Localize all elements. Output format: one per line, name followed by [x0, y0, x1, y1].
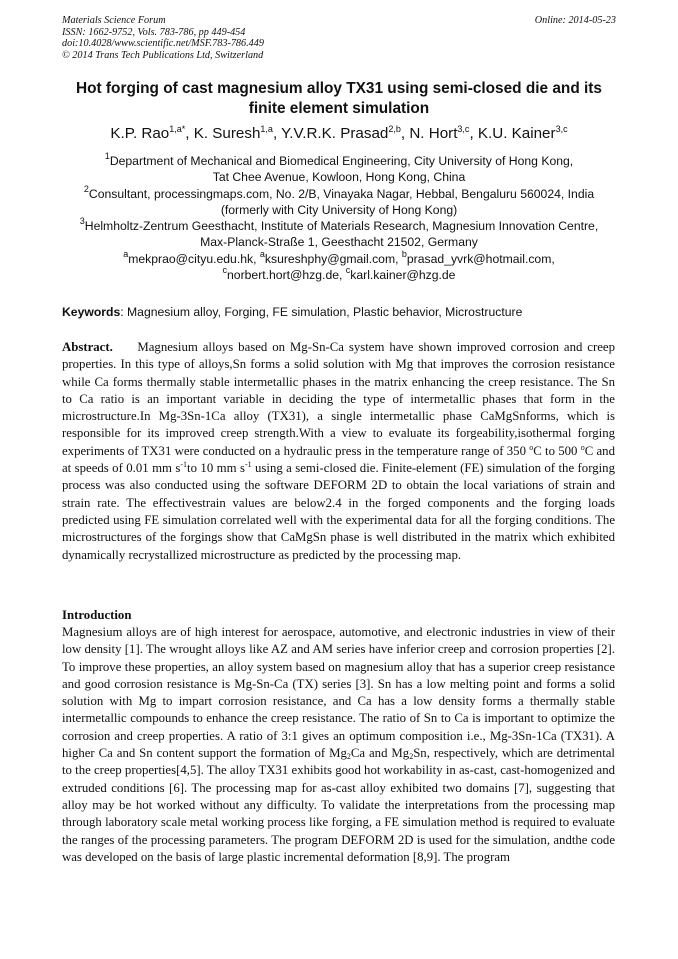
affiliation-mark: 3: [79, 216, 85, 227]
affiliation-text: Department of Mechanical and Biomedical Engineering, City University of Hong Kong,: [109, 154, 574, 168]
abstract-text: using a semi-closed die. Finite-element (FE) simulation of the forging process was also conducted using the software DEFORM 2D to obtain the local variations of strain and strain rate. The effectivestrain values are below2.4 in the forged components and the forging loads predicted using FE simulation correlated well with the experimental data for all the forging conditions. The microstructures of the forgings show that CaMgSn phase is well distributed in the matrix which exhibited dynamically recrystallized microstructure as predicted by the processing map.: [62, 461, 615, 562]
author-affiliation-mark: 1,a: [260, 124, 273, 134]
author-affiliation-mark: 3,c: [457, 124, 470, 134]
affiliation-1: [30, 153, 648, 169]
author-name: N. Hort: [409, 125, 458, 142]
abstract-text: C to 500: [533, 443, 581, 458]
author-name: K.P. Rao: [110, 125, 170, 142]
subscript: 2: [346, 752, 351, 762]
email-line-2: [30, 267, 648, 283]
title-line-2: finite element simulation: [248, 100, 430, 117]
affiliations: [30, 153, 648, 283]
abstract-text: Magnesium alloys based on Mg-Sn-Ca system have shown improved corrosion and creep properties. In this type of alloys,Sn forms a solid solution with Mg that improves the corrosion resistance while Ca forms thermally stable intermetallic phases in the matrix enhancing the creep resistance. The Sn to Ca ratio is an important variable in deciding the type of intermetallic phases that form in the microstructure.In Mg-3Sn-1Ca alloy (TX31), a single intermetallic phase CaMgSnforms, which is responsible for its improved creep strength.With a view to evaluate its forgeability,isothermal forging experiments of TX31 were conducted on a hydraulic press in the temperature range of 350: [62, 340, 615, 458]
email-mark: c: [222, 265, 228, 276]
email-mark: a: [259, 248, 265, 259]
intro-text: Magnesium alloys are of high interest for aerospace, automotive, and electronic industries in view of their low density [1]. The wrought alloys like AZ and AM series have inferior creep and corrosion properties [2]. To improve these properties, an alloy system based on magnesium alloy that has a superior creep resistance and good corrosion resistance is Mg-Sn-Ca (TX) series [3]. Sn has a low melting point and forms a solid solution with Mg to impart corrosion resistance, and Ca has a low density forms a thermally stable intermetallic compounds to enhance the creep resistance. The ratio of Sn to Ca is important to optimize the corrosion and creep properties. A ratio of 3:1 gives an optimum composition i.e., Mg-3Sn-1Ca (TX31). A higher Ca and Sn content support the formation of Mg: [62, 625, 615, 761]
affiliation-3: [30, 218, 648, 234]
journal-header: [62, 15, 618, 61]
affiliation-mark: 1: [104, 151, 110, 161]
abstract-text: C and at speeds of 0.01 mm s: [62, 443, 615, 476]
intro-text: Sn, respectively, which are detrimental to the creep properties[4,5]. The alloy TX31 exhibits good hot workability in as-cast, cast-homogenized and extruded conditions [6]. The processing map for as-cast alloy exhibited two domains [7], suggesting that alloy may be hot worked without any difficulty. To validate the interpretations from the processing map through laboratory scale metal working process like forging, a FE simulation method is required to evaluate the ranges of the processing parameters. The program DEFORM 2D is used for the simulation, andthe code was developed on the basis of large plastic incremental deformation [8,9]. The program: [62, 746, 615, 864]
email-mark: b: [401, 248, 407, 259]
affiliation-1-cont: Tat Chee Avenue, Kowloon, Hong Kong, China: [212, 170, 466, 185]
abstract-text: to 10 mm s: [187, 461, 245, 476]
affiliation-mark: 2: [83, 183, 89, 194]
issn-line: ISSN: 1662-9752, Vols. 783-786, pp 449-454: [62, 26, 246, 38]
copyright-line: © 2014 Trans Tech Publications Ltd, Switzerland: [62, 49, 264, 61]
paper-title: [40, 79, 638, 119]
exponent: -1: [244, 460, 252, 470]
introduction-body: [62, 624, 615, 866]
author-name: Y.V.R.K. Prasad: [281, 125, 389, 142]
affiliation-text: Consultant, processingmaps.com, No. 2/B, Vinayaka Nagar, Hebbal, Bengaluru 560024, India: [88, 186, 595, 201]
author-name: K.U. Kainer: [477, 125, 556, 142]
affiliation-text: Helmholtz-Zentrum Geesthacht, Institute of Materials Research, Magnesium Innovation Centre,: [84, 219, 599, 234]
keywords-text: : Magnesium alloy, Forging, FE simulation, Plastic behavior, Microstructure: [120, 305, 523, 319]
email-link[interactable]: karl.kainer@hzg.de: [350, 268, 456, 283]
author-affiliation-mark: 3,c: [555, 124, 568, 134]
title-line-1: Hot forging of cast magnesium alloy TX31 using semi-closed die and its: [76, 80, 602, 97]
email-link[interactable]: mekprao@cityu.edu.hk,: [128, 251, 260, 266]
doi-line: doi:10.4028/www.scientific.net/MSF.783-786.449: [62, 38, 264, 50]
online-date: Online: 2014-05-23: [534, 15, 616, 26]
abstract: [62, 339, 615, 564]
intro-text: Ca and Mg: [350, 746, 410, 761]
email-mark: c: [345, 265, 351, 276]
email-link[interactable]: ksureshphy@gmail.com,: [264, 251, 402, 266]
affiliation-3-cont: Max-Planck-Straße 1, Geesthacht 21502, Germany: [200, 235, 478, 250]
abstract-label: Abstract.: [62, 340, 113, 354]
author-list: K.P. Rao$^{1,a*}$, K. Suresh$^{1,a}$, Y.V.R.K. Prasad$^{2,b}$, N. Hort$^{3,c}$, K.U. Kainer$^{3,c}$: [110, 124, 568, 142]
subscript: 2: [409, 752, 414, 762]
email-link[interactable]: norbert.hort@hzg.de,: [227, 268, 346, 283]
affiliation-2-cont: (formerly with City University of Hong Kong): [220, 202, 458, 217]
author-affiliation-mark: 2,b: [388, 124, 401, 134]
email-link[interactable]: prasad_yvrk@hotmail.com,: [406, 251, 555, 266]
email-mark: a: [123, 248, 129, 259]
section-heading-introduction: Introduction: [62, 608, 132, 622]
email-line-1: [30, 248, 648, 267]
author-affiliation-mark: 1,a*: [169, 124, 186, 134]
degree-mark: o: [529, 442, 534, 452]
exponent: -1: [180, 460, 188, 470]
keywords-label: Keywords: [62, 305, 121, 319]
author-name: K. Suresh: [193, 125, 261, 142]
keywords: [62, 304, 622, 320]
journal-name: Materials Science Forum: [62, 15, 166, 26]
degree-mark: o: [580, 442, 585, 452]
affiliation-2: [30, 183, 648, 202]
